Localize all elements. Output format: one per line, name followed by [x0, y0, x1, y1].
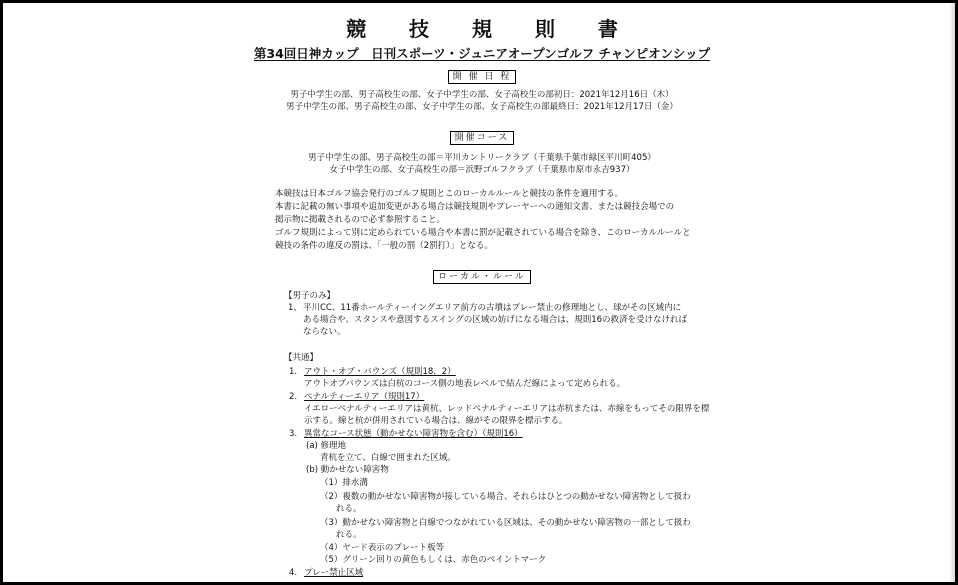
intro-line-4: ゴルフ規則によって別に定められている場合や本書に罰が記載されている場合を除き、このローカルルールと — [275, 228, 691, 238]
rule-3-b-item-1: （1）排水溝 — [320, 478, 368, 488]
rule-3-a-text: 青杭を立て、白線で囲まれた区域。 — [320, 453, 456, 463]
intro-line-3: 掲示物に掲載されるので必ず参照すること。 — [275, 215, 446, 225]
intro-line-1: 本競技は日本ゴルフ協会発行のゴルフ規則とこのローカルルールと競技の条件を適用する。 — [275, 189, 623, 199]
schedule-line-2: 男子中学生の部、男子高校生の部、女子中学生の部、女子高校生の部最終日：2021年12月17日（金） — [286, 102, 678, 112]
local-rules-heading — [3, 270, 958, 284]
rule-3-b-item-5: （5）グリーン回りの黄色もしくは、赤色のペイントマーク — [320, 555, 547, 565]
boys-rule-line-2: ある場合や、スタンスや意図するスイングの区域の妨げになる場合は、規則16の救済を受けなければ — [303, 315, 688, 325]
rule-2-title: ペナルティーエリア（規則17） — [304, 392, 425, 402]
subtitle-text: 第34回日神カップ 日刊スポーツ・ジュニアオープンゴルフ チャンピオンシップ — [253, 46, 711, 61]
rule-4-number: 4. — [289, 568, 298, 578]
course-heading — [3, 131, 958, 145]
rule-2-text-2: 示する。線と杭が併用されている場合は、線がその限界を標示する。 — [304, 416, 568, 426]
rule-1-number: 1. — [289, 367, 298, 377]
rule-3-title: 異常なコース状態（動かせない障害物を含む）（規則16） — [304, 429, 523, 439]
rule-3-b-item-2-line-2: れる。 — [336, 504, 362, 514]
document-page — [3, 3, 958, 585]
rule-3-number: 3. — [289, 429, 298, 439]
rule-1-text: アウトオブバウンズは白杭のコース側の地表レベルで結んだ線によって定められる。 — [304, 379, 626, 389]
rule-3-b-item-2-line-1: （2）複数の動かせない障害物が接している場合、それらはひとつの動かせない障害物として扱わ — [320, 492, 691, 502]
rule-3-b-item-3-line-2: れる。 — [336, 530, 362, 540]
schedule-heading — [3, 70, 958, 84]
intro-line-5: 競技の条件の違反の罰は、「一般の罰（2罰打）」となる。 — [275, 241, 493, 251]
rule-3-b-item-4: （4）ヤード表示のプレート板等 — [320, 543, 445, 553]
schedule-label: 開 催 日 程 — [448, 70, 517, 84]
rule-1-title: アウト・オブ・バウンズ（規則18．2） — [304, 367, 456, 377]
course-line-2: 女子中学生の部、女子高校生の部＝浜野ゴルフクラブ（千葉県市原市永吉937） — [329, 165, 635, 175]
boys-only-heading: 【男子のみ】 — [284, 291, 336, 301]
rule-2-text-1: イエローペナルティーエリアは黄杭、レッドペナルティーエリアは赤杭または、赤線をもってその限界を標 — [304, 404, 710, 414]
rule-4-title: プレー禁止区域 — [304, 568, 364, 578]
document-subtitle — [3, 44, 958, 62]
rule-2-number: 2. — [289, 392, 298, 402]
document-title: 競 技 規 則 書 — [346, 17, 636, 41]
rule-3-b-item-3-line-1: （3）動かせない障害物と白線でつながれている区域は、その動かせない障害物の一部として扱わ — [320, 518, 691, 528]
common-heading: 【共通】 — [284, 353, 319, 363]
course-label: 開催コース — [450, 131, 515, 145]
intro-line-2: 本書に記載の無い事項や追加変更がある場合は競技規則やプレーヤーへの通知文書、または競技会場での — [275, 202, 675, 212]
boys-rule-line-1: 平川CC、11番ホールティーイングエリア前方の古墳はプレー禁止の修理地とし、球がその区域内に — [303, 303, 682, 313]
schedule-line-1: 男子中学生の部、男子高校生の部、女子中学生の部、女子高校生の部初日：2021年12月16日（木） — [290, 90, 674, 100]
boys-rule-number: 1、 — [288, 303, 302, 313]
local-rules-label: ローカル・ルール — [433, 270, 531, 284]
course-line-1: 男子中学生の部、男子高校生の部＝平川カントリークラブ（千葉県千葉市緑区平川町405） — [308, 153, 656, 163]
rule-3-a-heading: (a) 修理地 — [306, 441, 347, 451]
page-edge-shadow — [949, 3, 955, 585]
boys-rule-line-3: ならない。 — [303, 327, 346, 337]
rule-3-b-heading: (b) 動かせない障害物 — [306, 465, 389, 475]
